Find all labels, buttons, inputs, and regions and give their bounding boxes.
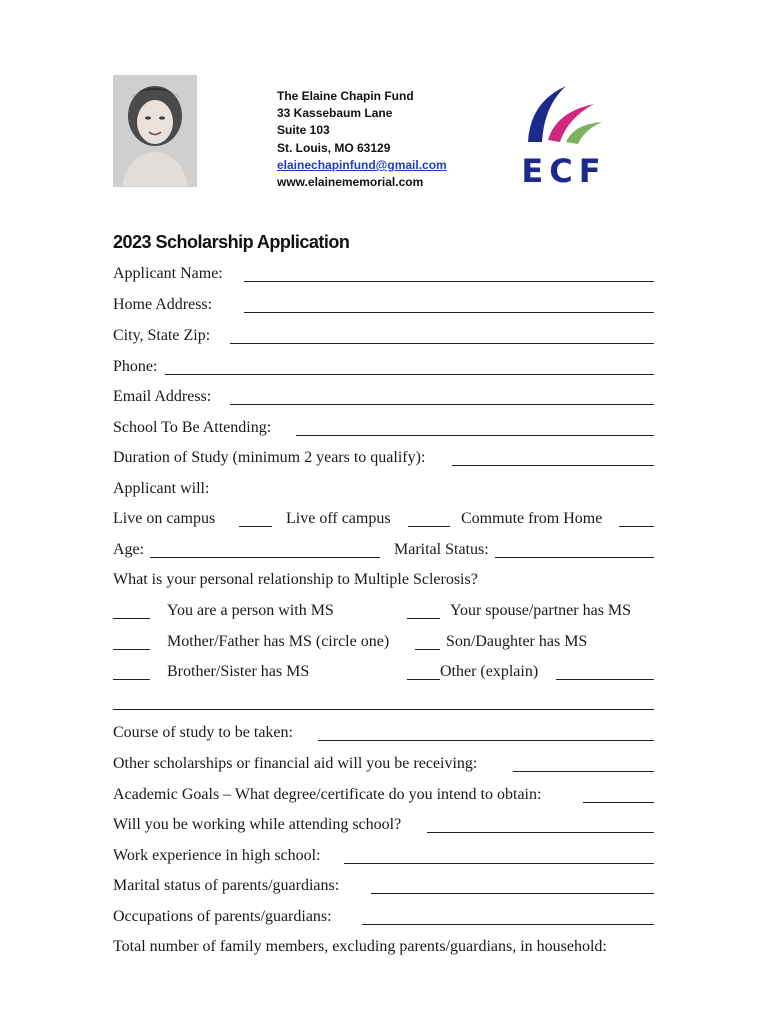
logo-text: ECF bbox=[521, 152, 607, 186]
ecf-logo bbox=[510, 84, 618, 186]
commute-blank[interactable] bbox=[619, 526, 654, 527]
ms-person-blank[interactable] bbox=[113, 618, 150, 619]
work-experience-row bbox=[113, 845, 654, 867]
address-block bbox=[277, 88, 447, 191]
phone-label: Phone: bbox=[113, 358, 158, 375]
live-on-campus-blank[interactable] bbox=[239, 526, 272, 527]
commute-label: Commute from Home bbox=[461, 510, 603, 527]
home-address-field[interactable] bbox=[244, 312, 654, 313]
applicant-name-field[interactable] bbox=[244, 281, 654, 282]
marital-status-label: Marital Status: bbox=[394, 541, 489, 558]
other-aid-field[interactable] bbox=[513, 771, 654, 772]
work-experience-label: Work experience in high school: bbox=[113, 847, 321, 864]
street-address: 33 Kassebaum Lane bbox=[277, 106, 393, 121]
academic-goals-label: Academic Goals – What degree/certificate do you intend to obtain: bbox=[113, 786, 542, 803]
logo-green-swoosh bbox=[566, 122, 602, 144]
other-aid-label: Other scholarships or financial aid will you be receiving: bbox=[113, 755, 478, 772]
email-address-row bbox=[113, 386, 654, 408]
ms-explain-line[interactable] bbox=[113, 709, 654, 710]
applicant-will-row bbox=[113, 478, 654, 500]
ms-sibling-blank[interactable] bbox=[113, 679, 150, 680]
parents-occupations-field[interactable] bbox=[362, 924, 654, 925]
working-label: Will you be working while attending school? bbox=[113, 816, 402, 833]
ms-other-blank[interactable] bbox=[407, 679, 440, 680]
phone-row bbox=[113, 356, 654, 378]
applicant-name-row bbox=[113, 263, 654, 285]
city-state-zip: St. Louis, MO 63129 bbox=[277, 140, 391, 155]
family-members-label: Total number of family members, excluding parents/guardians, in household: bbox=[113, 938, 607, 955]
email-link[interactable]: elainechapinfund@gmail.com bbox=[277, 157, 447, 172]
parents-marital-row bbox=[113, 875, 654, 897]
parents-occupations-row bbox=[113, 906, 654, 928]
ms-sibling-label: Brother/Sister has MS bbox=[167, 663, 310, 680]
ms-child-label: Son/Daughter has MS bbox=[446, 633, 588, 650]
parents-occupations-label: Occupations of parents/guardians: bbox=[113, 908, 332, 925]
email-address-field[interactable] bbox=[230, 404, 654, 405]
school-field[interactable] bbox=[296, 435, 654, 436]
course-field[interactable] bbox=[318, 740, 654, 741]
city-state-zip-field[interactable] bbox=[230, 343, 654, 344]
phone-field[interactable] bbox=[165, 374, 654, 375]
ms-parent-blank[interactable] bbox=[113, 649, 150, 650]
academic-goals-field[interactable] bbox=[583, 802, 654, 803]
ms-child-blank[interactable] bbox=[415, 649, 440, 650]
ms-other-explain-field[interactable] bbox=[556, 679, 654, 680]
ms-spouse-blank[interactable] bbox=[407, 618, 440, 619]
course-row bbox=[113, 722, 654, 744]
ms-parent-label: Mother/Father has MS (circle one) bbox=[167, 633, 390, 650]
work-experience-field[interactable] bbox=[344, 863, 654, 864]
portrait-photo bbox=[113, 75, 197, 187]
duration-field[interactable] bbox=[452, 465, 654, 466]
housing-row bbox=[113, 508, 654, 530]
home-address-label: Home Address: bbox=[113, 296, 213, 313]
form-title: 2023 Scholarship Application bbox=[113, 232, 350, 252]
website: www.elainememorial.com bbox=[277, 175, 424, 190]
parents-marital-label: Marital status of parents/guardians: bbox=[113, 877, 340, 894]
academic-goals-row bbox=[113, 784, 654, 806]
live-off-campus-label: Live off campus bbox=[286, 510, 391, 527]
working-row bbox=[113, 814, 654, 836]
ms-other-label: Other (explain) bbox=[440, 663, 539, 680]
working-field[interactable] bbox=[427, 832, 654, 833]
org-name: The Elaine Chapin Fund bbox=[277, 89, 414, 103]
ms-options-row-1 bbox=[113, 600, 654, 622]
parents-marital-field[interactable] bbox=[371, 893, 654, 894]
live-on-campus-label: Live on campus bbox=[113, 510, 216, 527]
email-address-label: Email Address: bbox=[113, 388, 212, 405]
applicant-name-label: Applicant Name: bbox=[113, 265, 223, 282]
ms-question-row bbox=[113, 569, 654, 591]
age-label: Age: bbox=[113, 541, 145, 558]
ms-options-row-3 bbox=[113, 661, 654, 683]
marital-status-field[interactable] bbox=[495, 557, 654, 558]
live-off-campus-blank[interactable] bbox=[408, 526, 450, 527]
duration-row bbox=[113, 447, 654, 469]
ms-spouse-label: Your spouse/partner has MS bbox=[450, 602, 632, 619]
ms-question-label: What is your personal relationship to Multiple Sclerosis? bbox=[113, 571, 478, 588]
city-state-zip-row bbox=[113, 325, 654, 347]
applicant-will-label: Applicant will: bbox=[113, 480, 210, 497]
other-aid-row bbox=[113, 753, 654, 775]
ms-options-row-2 bbox=[113, 631, 654, 653]
course-label: Course of study to be taken: bbox=[113, 724, 293, 741]
city-state-zip-label: City, State Zip: bbox=[113, 327, 211, 344]
age-marital-row bbox=[113, 539, 654, 561]
ms-person-label: You are a person with MS bbox=[167, 602, 334, 619]
suite: Suite 103 bbox=[277, 123, 330, 138]
ms-explain-row bbox=[113, 691, 654, 713]
family-members-row bbox=[113, 936, 654, 958]
home-address-row bbox=[113, 294, 654, 316]
age-field[interactable] bbox=[150, 557, 380, 558]
school-label: School To Be Attending: bbox=[113, 419, 272, 436]
school-row bbox=[113, 417, 654, 439]
duration-label: Duration of Study (minimum 2 years to qualify): bbox=[113, 449, 426, 466]
